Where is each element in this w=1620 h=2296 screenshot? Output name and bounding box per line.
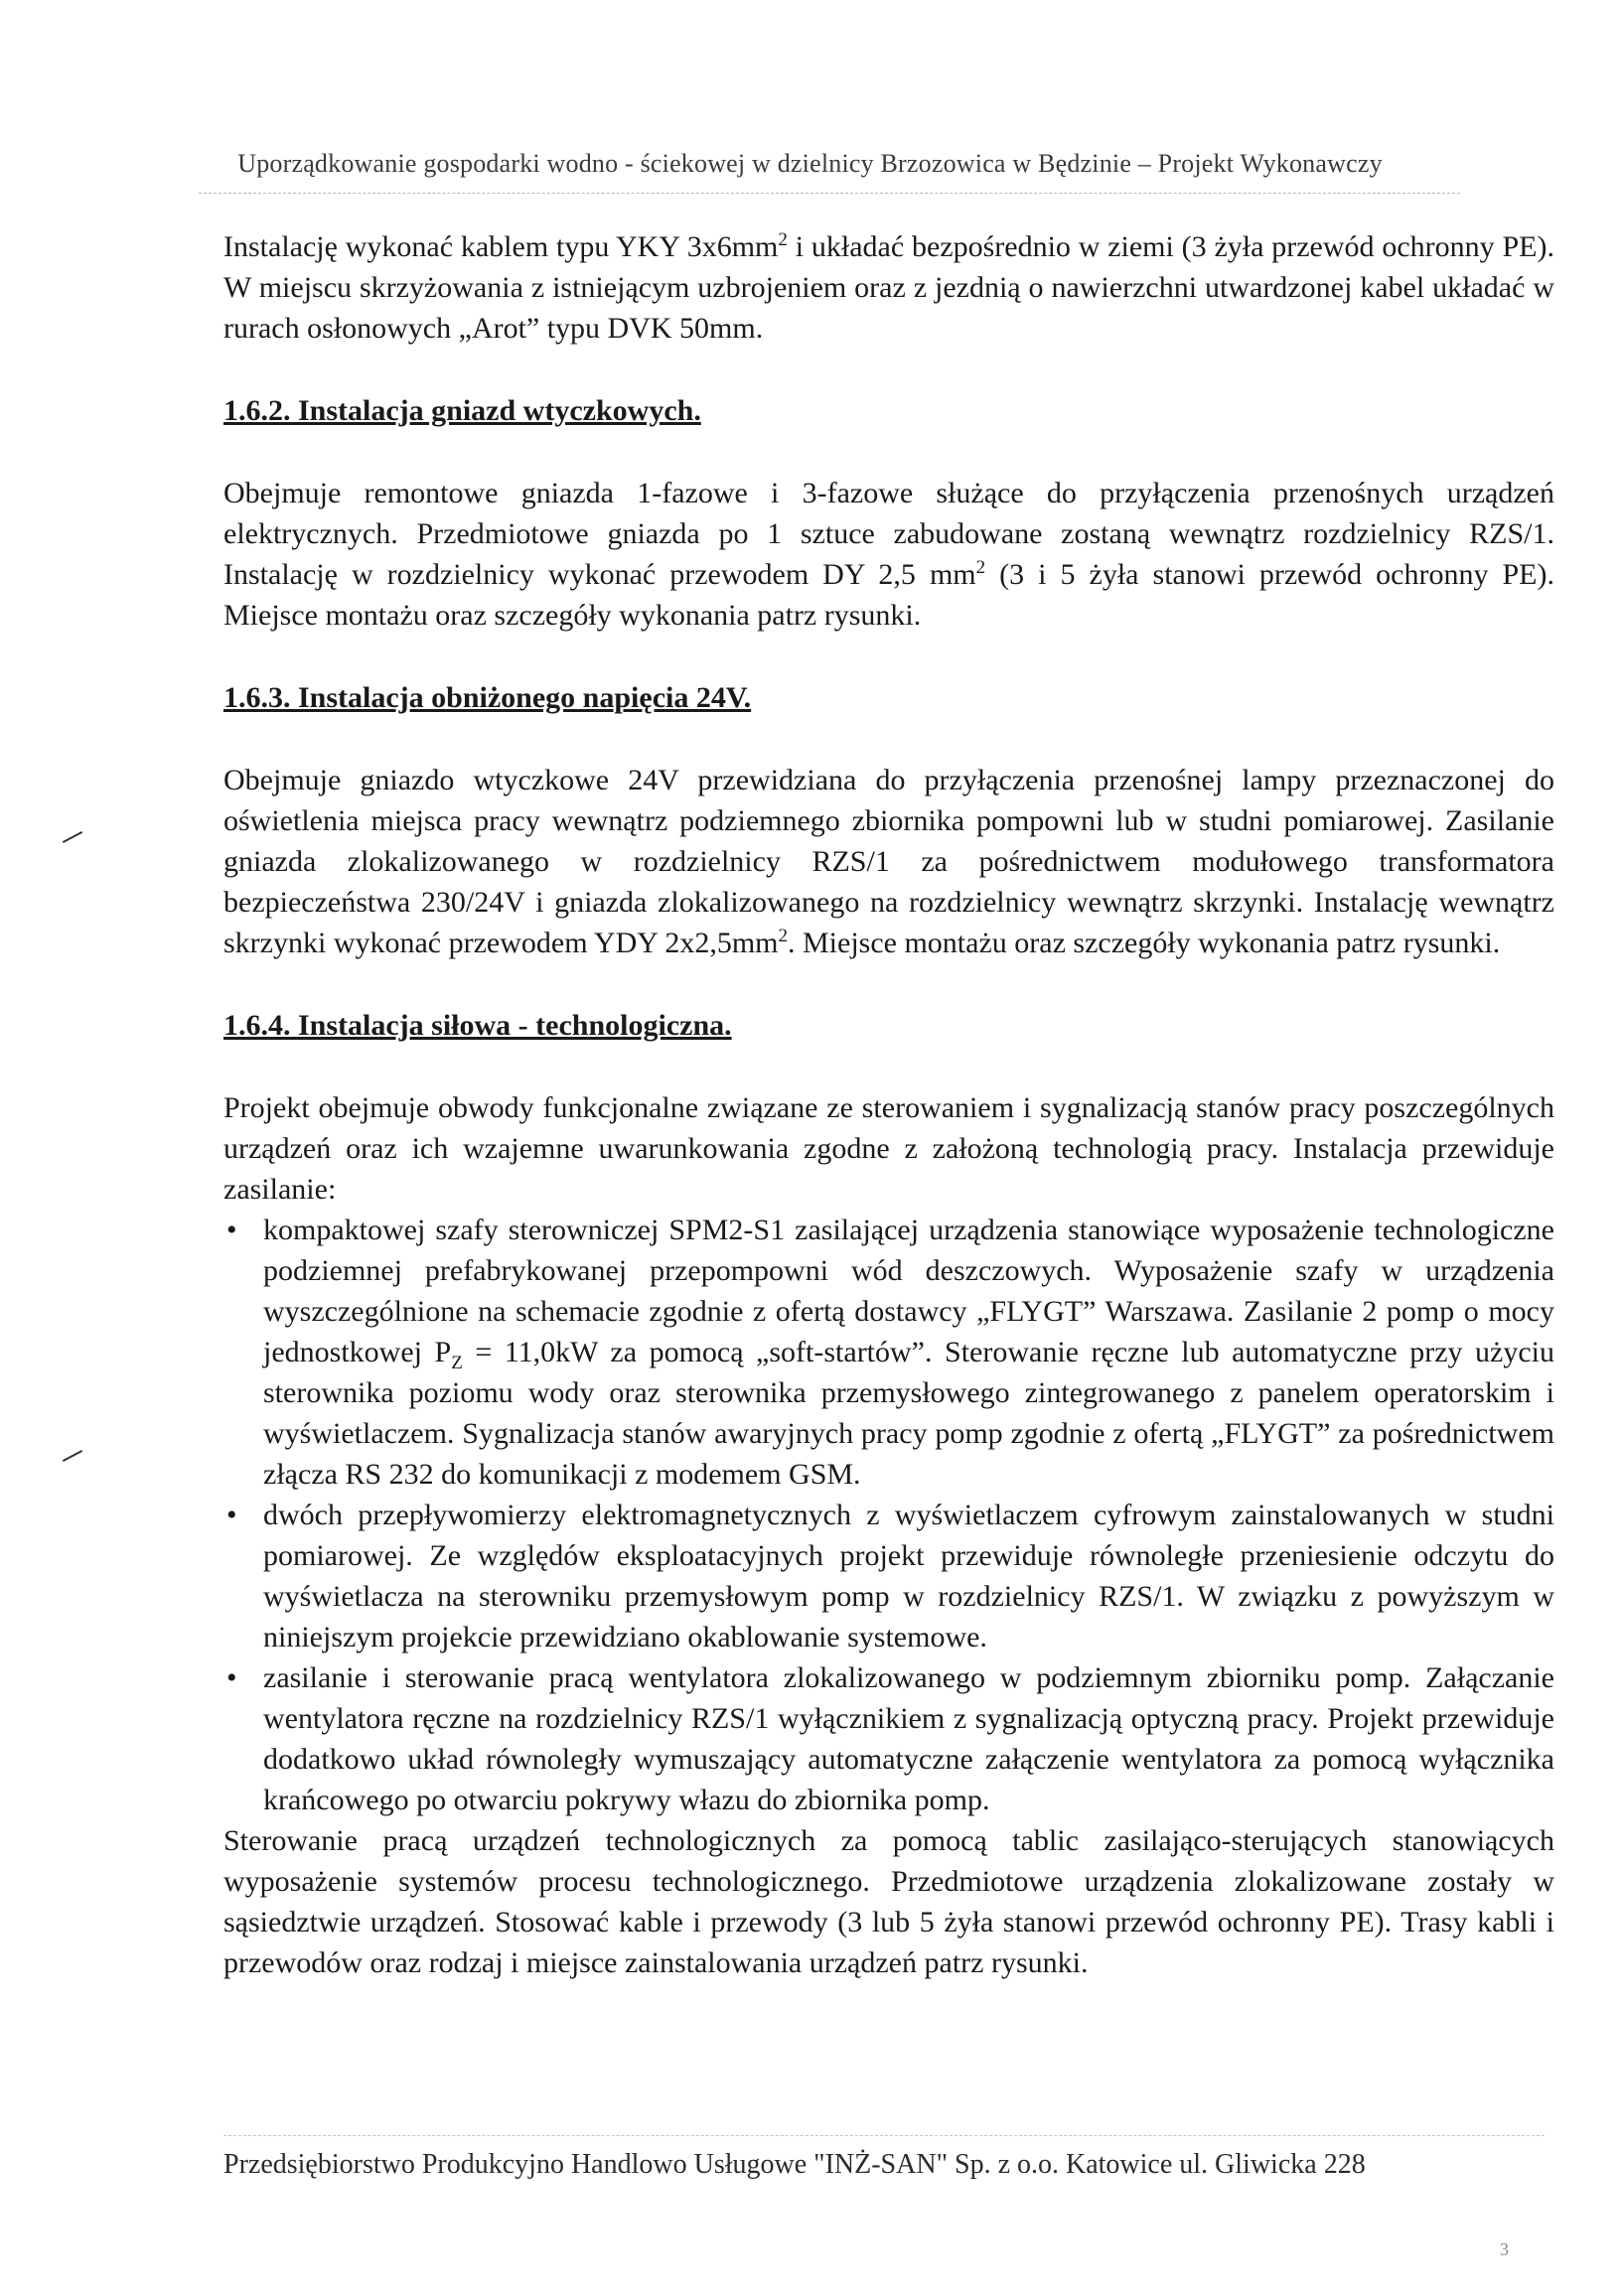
list-item	[223, 1657, 1554, 1820]
corner-mark: 3	[1500, 2239, 1509, 2259]
header-rule	[199, 193, 1460, 194]
section-1-6-2-superscript: 2	[975, 557, 986, 578]
list-item	[223, 1210, 1554, 1495]
section-1-6-3-text-a: Obejmuje gniazdo wtyczkowe 24V przewidziana do przyłączenia przenośnej lampy przeznaczonej do oświetlenia miejsca pracy wewnątrz podziemnego zbiornika pompowni lub w studni pomiarowej. Zasilanie gniazda zlokalizowanego w rozdzielnicy RZS/1 za pośrednictwem modułowego transformatora bezpieczeństwa 230/24V i gniazda zlokalizowanego na rozdzielnicy wewnątrz skrzynki. Instalację wewnątrz skrzynki wykonać przewodem YDY 2x2,5mm	[223, 764, 1554, 959]
section-1-6-3-text-b: . Miejsce montażu oraz szczegóły wykonania patrz rysunki.	[788, 927, 1501, 959]
heading-1-6-3: 1.6.3. Instalacja obniżonego napięcia 24V.	[223, 681, 752, 714]
intro-text-b: i układać bezpośrednio w ziemi (3 żyła przewód ochronny PE). W miejscu skrzyżowania z istniejącym uzbrojeniem oraz z jezdnią o nawierzchni utwardzonej kabel układać w rurach osłonowych „Arot” typu DVK 50mm.	[223, 230, 1554, 345]
bullet-dot: •	[226, 1661, 237, 1694]
section-1-6-2-paragraph	[223, 473, 1554, 636]
intro-text-a: Instalację wykonać kablem typu YKY 3x6mm	[223, 230, 779, 263]
bullet-3-text: zasilanie i sterowanie pracą wentylatora zlokalizowanego w podziemnym zbiorniku pomp. Załączanie wentylatora ręczne na rozdzielnicy RZS/1 wyłącznikiem z sygnalizacją optyczną pracy. Projekt przewiduje dodatkowo układ równoległy wymuszający automatyczne załączenie wentylatora za pomocą wyłącznika krańcowego po otwarciu pokrywy włazu do zbiornika pomp.	[263, 1661, 1554, 1816]
bullet-dot: •	[226, 1214, 237, 1246]
heading-1-6-2: 1.6.2. Instalacja gniazd wtyczkowych.	[223, 394, 701, 427]
list-item	[223, 1495, 1554, 1657]
bullet-1-text-a: kompaktowej szafy sterowniczej SPM2-S1 zasilającej urządzenia stanowiące wyposażenie technologiczne podziemnej prefabrykowanej przepompowni wód deszczowych. Wyposażenie szafy w urządzenia wyszczególnione na schemacie zgodnie z ofertą dostawcy „FLYGT” Warszawa. Zasilanie 2 pomp o mocy jednostkowej P	[263, 1214, 1554, 1368]
footer-rule	[223, 2135, 1545, 2136]
margin-tick-mark	[63, 1450, 82, 1462]
bullet-1-subscript: Z	[451, 1353, 463, 1373]
section-1-6-4-closing: Sterowanie pracą urządzeń technologicznych za pomocą tablic zasilająco-sterujących stanowiących wyposażenie systemów procesu technologicznego. Przedmiotowe urządzenia zlokalizowane zostały w sąsiedztwie urządzeń. Stosować kable i przewody (3 lub 5 żyła stanowi przewód ochronny PE). Trasy kabli i przewodów oraz rodzaj i miejsce zainstalowania urządzeń patrz rysunki.	[223, 1824, 1554, 1979]
heading-1-6-4: 1.6.4. Instalacja siłowa - technologiczna.	[223, 1009, 732, 1042]
page-header: Uporządkowanie gospodarki wodno - ściekowej w dzielnicy Brzozowica w Będzinie – Projekt Wykonawczy	[237, 149, 1383, 178]
section-1-6-4-intro: Projekt obejmuje obwody funkcjonalne związane ze sterowaniem i sygnalizacją stanów pracy poszczególnych urządzeń oraz ich wzajemne uwarunkowania zgodne z założoną technologią pracy. Instalacja przewiduje zasilanie:	[223, 1091, 1554, 1206]
bullet-dot: •	[226, 1499, 237, 1531]
bullet-1-text-b: = 11,0kW za pomocą „soft-startów”. Sterowanie ręczne lub automatyczne przy użyciu sterownika poziomu wody oraz sterownika przemysłowego zintegrowanego z panelem operatorskim i wyświetlaczem. Sygnalizacja stanów awaryjnych pracy pomp zgodnie z ofertą „FLYGT” za pośrednictwem złącza RS 232 do komunikacji z modemem GSM.	[263, 1336, 1554, 1491]
intro-paragraph	[223, 226, 1554, 349]
power-supply-list	[223, 1210, 1554, 1820]
section-1-6-2-text-b: (3 i 5 żyła stanowi przewód ochronny PE). Miejsce montażu oraz szczegóły wykonania patrz rysunki.	[223, 558, 1554, 632]
section-1-6-3-paragraph	[223, 760, 1554, 963]
section-1-6-3-superscript: 2	[778, 926, 788, 946]
margin-tick-mark	[63, 831, 82, 843]
document-body	[223, 226, 1554, 1983]
page-footer: Przedsiębiorstwo Produkcyjno Handlowo Usługowe "INŻ-SAN" Sp. z o.o. Katowice ul. Gliwicka 228	[223, 2149, 1366, 2180]
bullet-2-text: dwóch przepływomierzy elektromagnetycznych z wyświetlaczem cyfrowym zainstalowanych w studni pomiarowej. Ze względów eksploatacyjnych projekt przewiduje równoległe przeniesienie odczytu do wyświetlacza na sterowniku przemysłowym pomp w rozdzielnicy RZS/1. W związku z powyższym w niniejszym projekcie przewidziano okablowanie systemowe.	[263, 1499, 1554, 1653]
intro-superscript: 2	[778, 229, 788, 250]
section-1-6-2-text-a: Obejmuje remontowe gniazda 1-fazowe i 3-fazowe służące do przyłączenia przenośnych urządzeń elektrycznych. Przedmiotowe gniazda po 1 sztuce zabudowane zostaną wewnątrz rozdzielnicy RZS/1. Instalację w rozdzielnicy wykonać przewodem DY 2,5 mm	[223, 477, 1554, 591]
